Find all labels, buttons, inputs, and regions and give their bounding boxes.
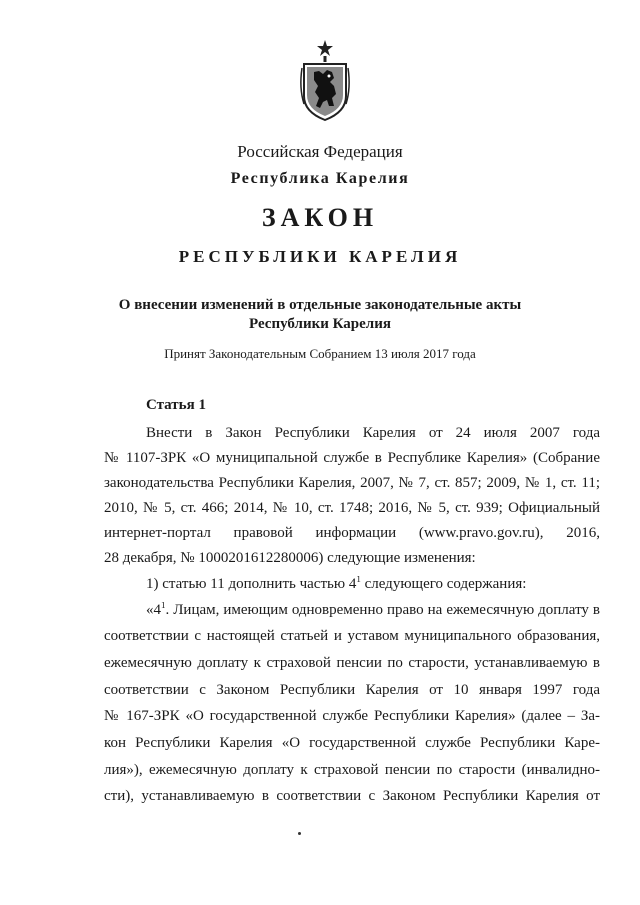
- paragraph-line: № 1107-ЗРК «О муниципальной службе в Республике Карелия» (Собрание: [104, 450, 600, 466]
- karelia-coat-of-arms-icon: [296, 38, 354, 122]
- quote-line: соответствии с Законом Республики Карелия от 10 января 1997 года: [104, 682, 600, 698]
- quote-line: ежемесячную доплату к страховой пенсии по старости, устанавливаемую в: [104, 655, 600, 671]
- document-title-sub: РЕСПУБЛИКИ КАРЕЛИЯ: [178, 247, 462, 266]
- law-subject-line: Республики Карелия: [249, 316, 391, 332]
- paragraph-line: Внести в Закон Республики Карелия от 24 июля 2007 года: [146, 425, 600, 441]
- paragraph-line: 2010, № 5, ст. 466; 2014, № 10, ст. 1748; 2016, № 5, ст. 939; Официальный: [104, 500, 600, 516]
- quote-line: № 167-ЗРК «О государственной службе Республики Карелия» (далее – За-: [104, 708, 600, 724]
- adoption-note: Принят Законодательным Собранием 13 июля 2017 года: [164, 346, 476, 361]
- quote-line: лия»), ежемесячную доплату к страховой пенсии по старости (инвалидно-: [104, 762, 600, 778]
- quote-first-line: «$4^1$. Лицам, имеющим одновременно право на ежемесячную доплату в: [146, 602, 600, 618]
- paragraph-line: 28 декабря, № 1000201612280006) следующие изменения:: [104, 550, 476, 566]
- quote-line: соответствии с настоящей статьей и уставом муниципального образования,: [104, 628, 600, 644]
- list-item-1: 1) статью 11 дополнить частью $4^1$ следующего содержания:: [146, 576, 527, 592]
- law-subject: [0, 296, 640, 334]
- paragraph-line: законодательства Республики Карелия, 2007, № 7, ст. 857; 2009, № 1, ст. 11;: [104, 475, 600, 491]
- paragraph-line: интернет-портал правовой информации (www.pravo.gov.ru), 2016,: [104, 525, 600, 541]
- quote-line: сти), устанавливаемую в соответствии с Законом Республики Карелия от: [104, 788, 600, 804]
- scan-speck: [298, 832, 301, 835]
- law-subject-line: О внесении изменений в отдельные законодательные акты: [118, 297, 522, 313]
- quote-line: кон Республики Карелия «О государственной службе Республики Каре-: [104, 735, 600, 751]
- republic-name: Республика Карелия: [230, 170, 410, 187]
- document-title: ЗАКОН: [261, 203, 379, 232]
- country-name: Российская Федерация: [237, 142, 403, 161]
- article-heading: Статья 1: [146, 397, 206, 413]
